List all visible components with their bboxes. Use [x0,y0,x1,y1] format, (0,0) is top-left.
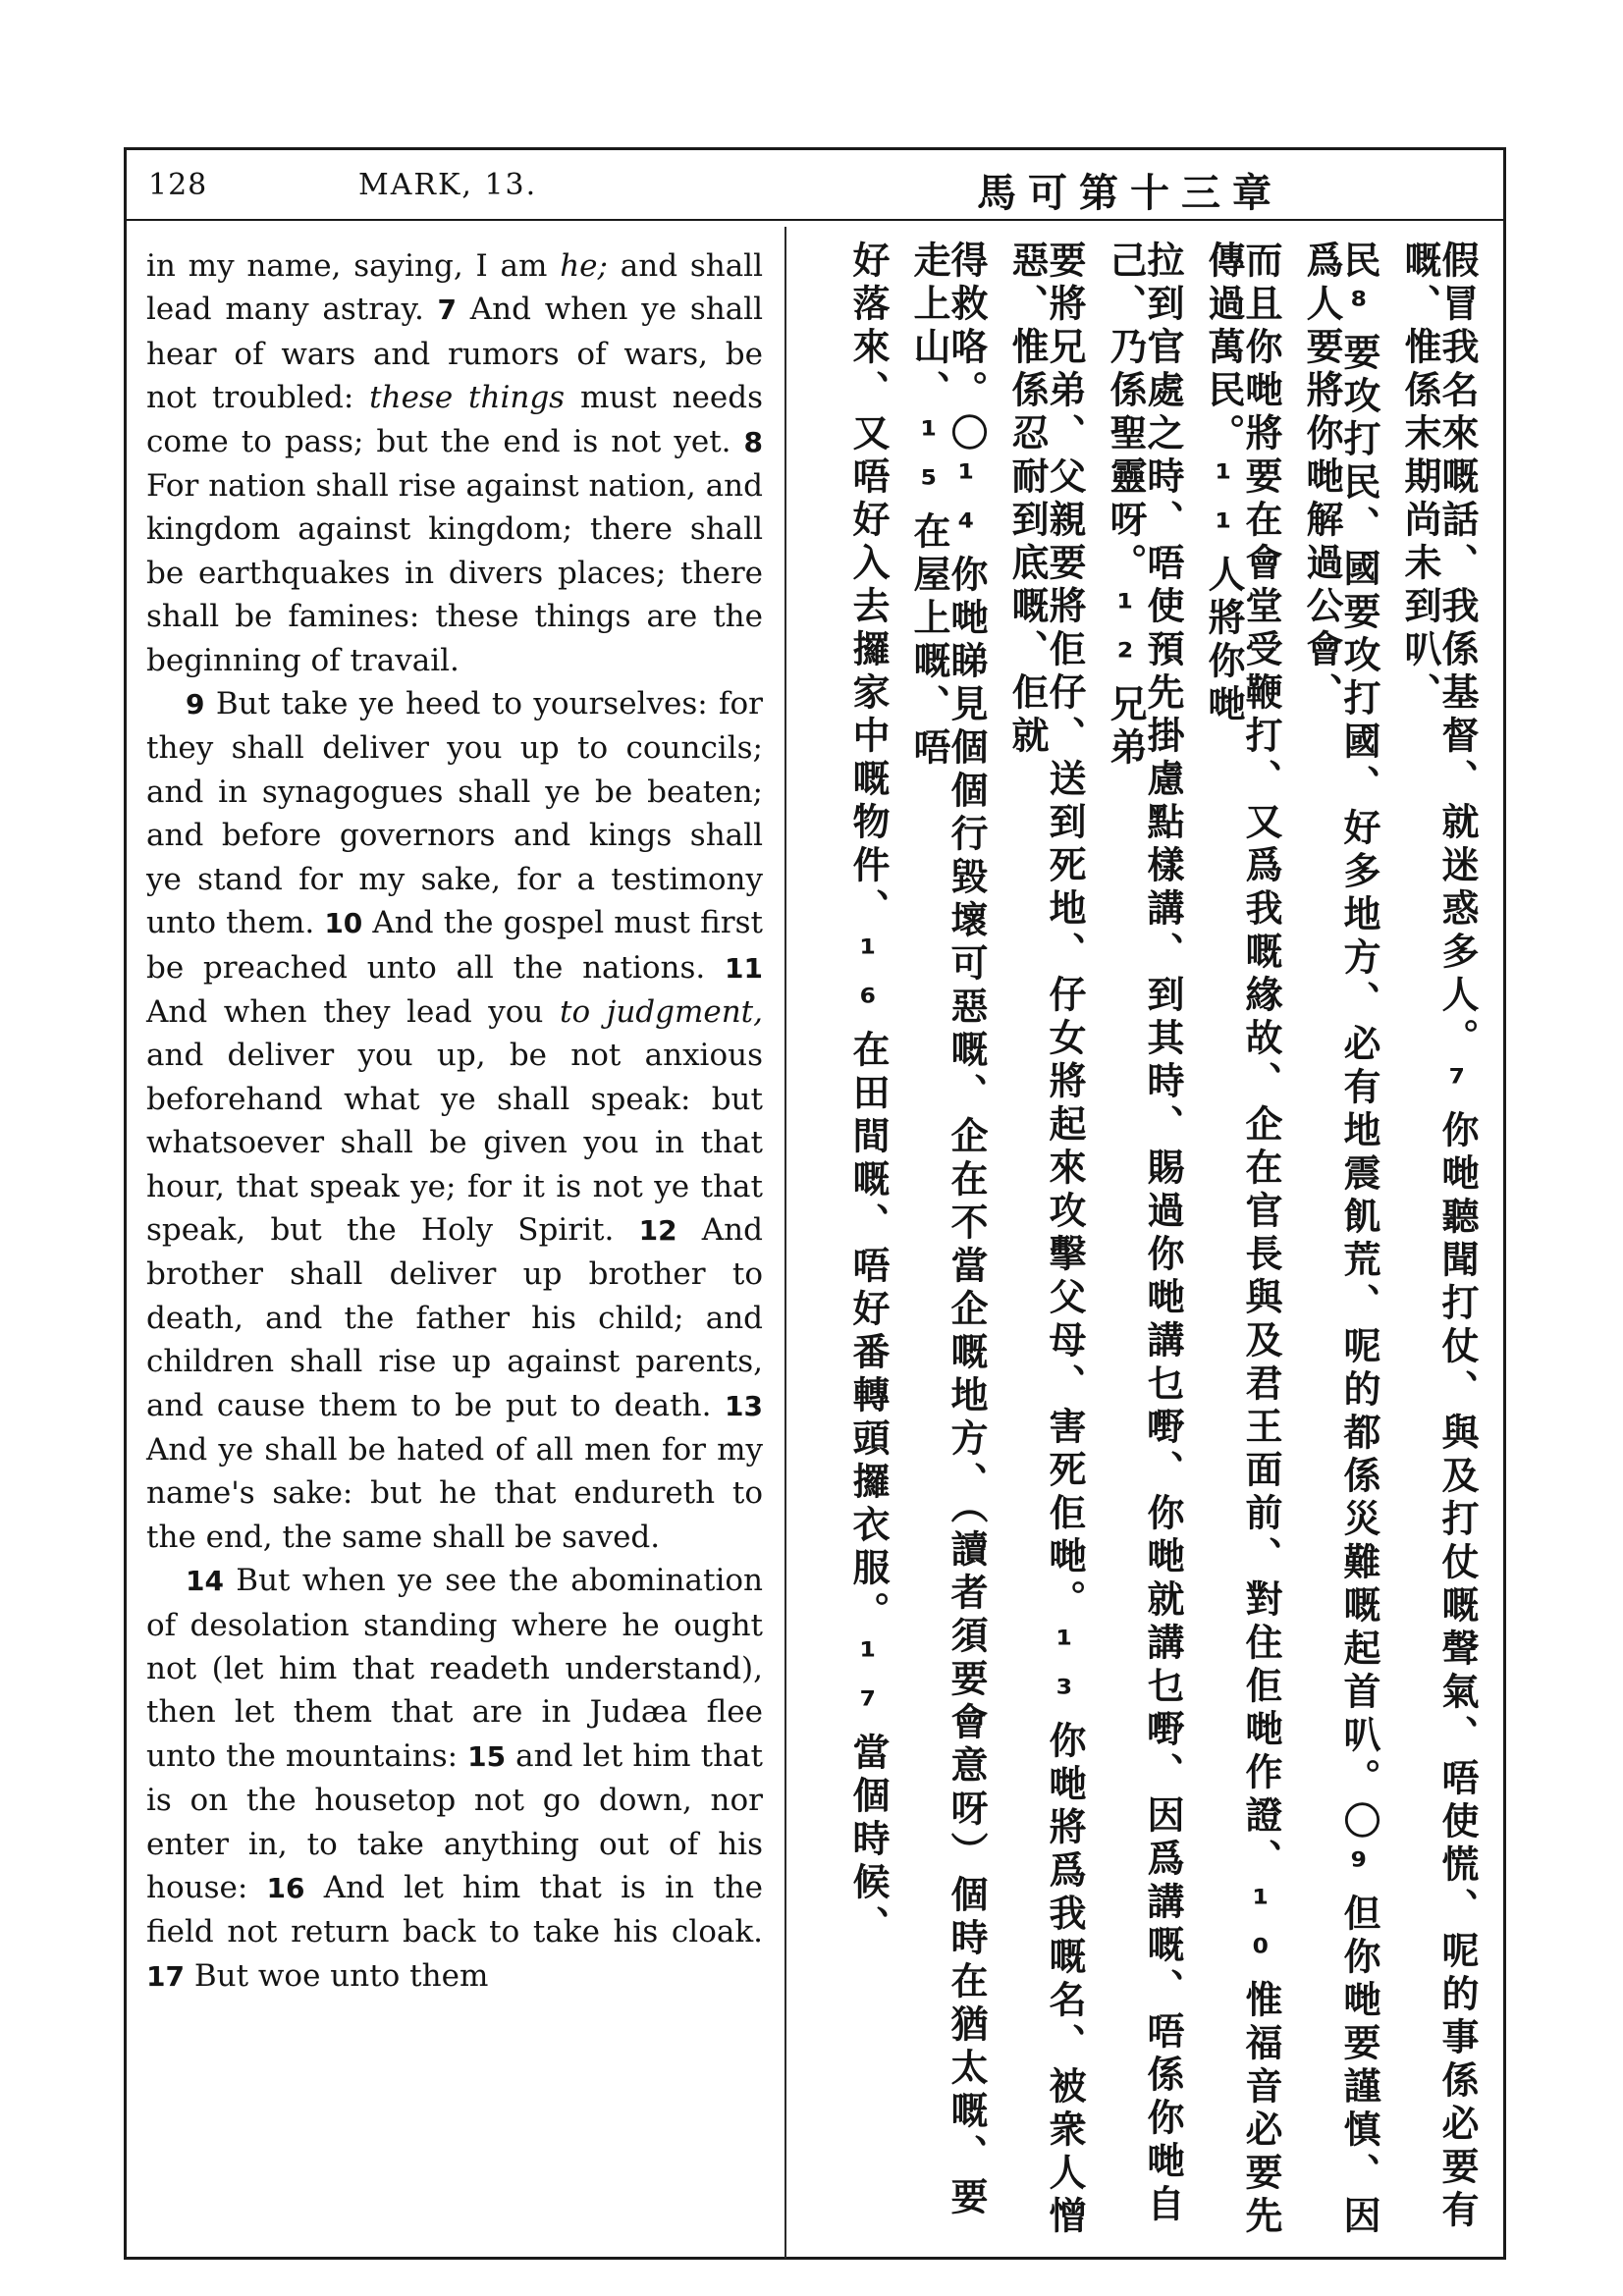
text-segment: And brother shall deliver up brother to death, and the father his child; and children shall rise up against parents, and cause them to be put to death. [146,1211,763,1423]
text-segment: And let him that is in the field not return back to take his cloak. [146,1870,763,1950]
text-segment: And when they lead you [146,993,560,1030]
page-header [127,150,1503,221]
chinese-vertical-line: 好落來、又唔好入去攞家中嘅物件、¹⁶在田間嘅、唔好番轉頭攞衣服。¹⁷當個時候、 [846,240,890,1949]
verse-number: 7 [437,294,458,327]
verse-number: 15 [467,1739,507,1773]
chinese-vertical-line: 假冒我名來嘅話、我係基督、就迷惑多人。⁷你哋聽聞打仗、與及打仗嘅聲氣、唔使慌、呢的事係必要有嘅、惟係末期尚未到叭、 [1398,240,1479,2233]
english-paragraph [146,244,763,682]
running-head: MARK, 13. [358,168,538,202]
english-text-column [146,244,763,1999]
text-segment: and let him that is on the housetop not go down, nor enter in, to take anything out of his house: [146,1737,763,1906]
chinese-vertical-line: 而且你哋將要在會堂受鞭打、又爲我嘅緣故、企在官長與及君王面前、對住佢哋作證、¹⁰惟福音必要先傳過萬民。¹¹人將你哋 [1202,240,1282,2239]
chinese-vertical-line: 要將兄弟、父親要將佢仔、送到死地、仔女將起來攻擊父母、害死佢哋。¹³你哋將爲我嘅名、被衆人憎惡、惟係忍耐到底嘅、佢就 [1005,240,1086,2239]
chinese-text-column [798,240,1495,2243]
text-segment: But when ye see the abomination of desolation standing where he ought not (let him that readeth understand), then let them that are in Judæa flee unto the mountains: [146,1563,763,1774]
verse-number: 8 [743,425,763,458]
verse-number: 17 [146,1959,185,1993]
chinese-running-head: 馬可第十三章 [977,171,1283,216]
english-paragraph [146,682,763,1559]
verse-number: 13 [725,1389,763,1422]
chinese-vertical-line: 民⁸要攻打民、國要攻打國、好多地方、必有地震飢荒、呢的都係災難嘅起首叭。〇⁹但你哋要謹慎、因爲人要將你哋解過公會、 [1300,240,1380,2239]
text-segment: he; [560,248,608,284]
english-paragraph [146,1559,763,1999]
verse-number: 10 [324,907,363,940]
text-segment: must needs come to pass; but the end is not yet. [146,380,763,459]
verse-number: 9 [186,688,205,721]
chinese-vertical-line: 得救咯。〇¹⁴你哋睇見個個行毀壞可惡嘅、企在不當企嘅地方、（讀者須要會意呀）個時在猶太嘅、要走上山、¹⁵在屋上嘅、唔 [907,240,988,2220]
text-segment: and shall lead many astray. [146,248,764,328]
chinese-vertical-line: 拉到官處之時、唔使預先掛慮點樣講、到其時、賜過你哋講乜嘢、你哋就講乜嘢、因爲講嘅、唔係你哋自己、乃係聖靈呀。¹²兄弟 [1104,240,1184,2227]
text-segment: and deliver you up, be not anxious beforehand what ye shall speak: but whatsoever shall be given you in that hour, that speak ye; for it is not ye that speak, but the Holy Spirit. [146,1038,763,1248]
text-segment: in my name, saying, I am [146,248,561,284]
text-segment: But take ye heed to yourselves: for they shall deliver you up to councils; and in synagogues shall ye be beaten; and before governors and kings shall ye stand for my sake, for a testimony unto them. [146,686,763,941]
verse-number: 12 [638,1213,677,1247]
text-segment: And ye shall be hated of all men for my name's sake: but he that endureth to the end, the same shall be saved. [146,1431,763,1555]
verse-number: 16 [266,1872,305,1905]
text-segment: to judgment, [560,993,763,1030]
verse-number: 11 [725,951,763,985]
page-frame [124,147,1506,2260]
text-segment: For nation shall rise against nation, and kingdom against kingdom; there shall be earthquakes in divers places; there shall be famines: these things are the beginning of travail. [146,468,763,678]
verse-number: 14 [186,1565,224,1598]
text-segment: And the gospel must first be preached unto all the nations. [146,905,763,986]
text-segment: But woe unto them [184,1957,489,1994]
text-segment: And when ye shall hear of wars and rumors of wars, be not troubled: [146,292,764,416]
text-segment: these things [369,380,566,416]
page-number: 128 [148,168,208,202]
column-divider [784,227,786,2259]
